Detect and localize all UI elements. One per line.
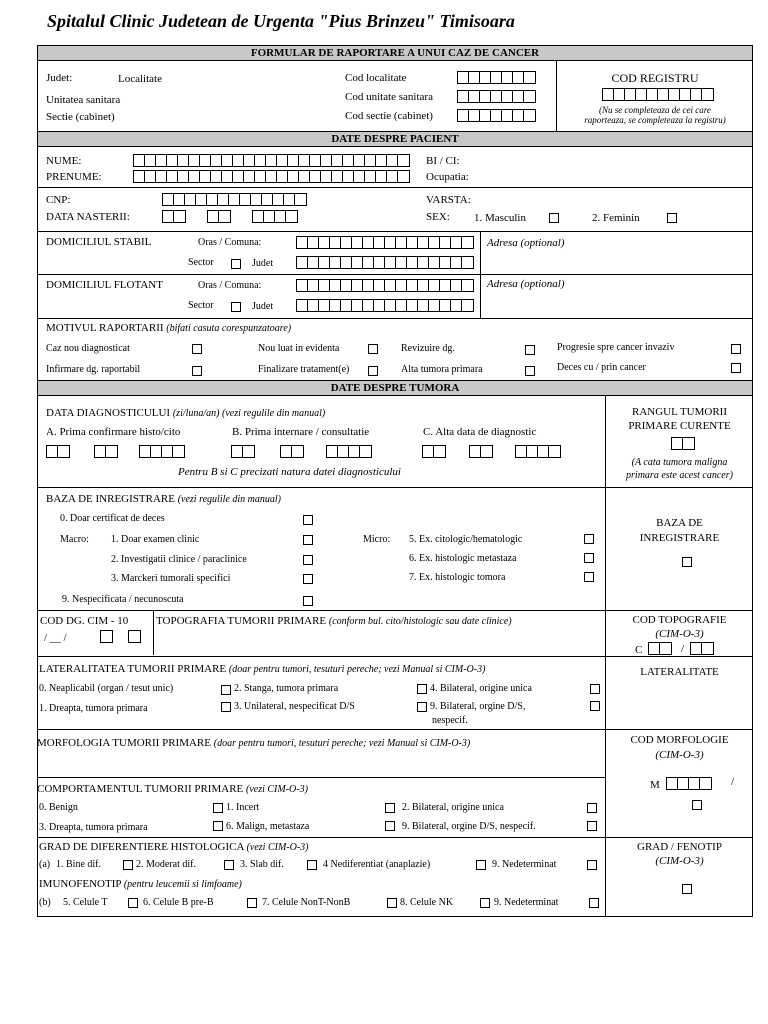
cod-unitate-boxes[interactable] [457, 90, 536, 103]
baza-opt-7: 7. Ex. histologic tomora [409, 572, 506, 583]
imuno-opt-6: 6. Celule B pre-B [143, 897, 214, 908]
motiv-revizuire-checkbox[interactable] [525, 345, 535, 355]
cod-topo-boxes-2[interactable] [690, 642, 714, 655]
baza-r-title-2: INREGISTRARE [639, 532, 720, 544]
grad-title: GRAD DE DIFERENTIERE HISTOLOGICA [39, 841, 244, 853]
grad-r-title: GRAD / FENOTIP [637, 841, 722, 853]
grad-opt-3: 3. Slab dif. [240, 859, 284, 870]
morfologia-title: MORFOLOGIA TUMORII PRIMARE [37, 737, 211, 749]
lat-opt-2-checkbox[interactable] [417, 684, 427, 694]
prenume-boxes[interactable] [133, 170, 410, 183]
unitatea-label: Unitatea sanitara [46, 94, 121, 106]
diag-c-year[interactable] [515, 445, 561, 458]
rangul-note-1: (A cata tumora maligna [631, 457, 728, 468]
birth-day-boxes[interactable] [162, 210, 186, 223]
cod-dg-label: COD DG. CIM - 10 [40, 615, 129, 627]
motiv-nou-luat: Nou luat in evidenta [258, 343, 340, 354]
cod-registru-note2: raporteaza, se completeaza la registru) [584, 115, 726, 125]
baza-opt-9: 9. Nespecificata / necunoscuta [62, 594, 184, 605]
ocupatia-label: Ocupatia: [426, 171, 469, 183]
lat-opt-4: 4. Bilateral, origine unica [430, 683, 532, 694]
comp-opt-1: 1. Incert [226, 802, 260, 813]
motiv-label [46, 322, 291, 335]
motiv-progresie: Progresie spre cancer invaziv [557, 342, 675, 353]
data-nasterii-label: DATA NASTERII: [46, 211, 130, 223]
imuno-note: (pentru leucemii si limfoame) [123, 879, 242, 890]
comp-opt-2: 2. Bilateral, origine unica [402, 802, 504, 813]
diag-b-month[interactable] [280, 445, 304, 458]
rangul-note-2: primara este acest cancer) [626, 470, 733, 481]
grad-r-checkbox[interactable] [682, 884, 692, 894]
comportament-note: (vezi CIM-O-3) [246, 784, 308, 795]
imuno-opt-5: 5. Celule T [63, 897, 108, 908]
diag-a-month[interactable] [94, 445, 118, 458]
topografia-title: TOPOGRAFIA TUMORII PRIMARE [156, 615, 327, 627]
imuno-opt-7-checkbox[interactable] [387, 898, 397, 908]
divider [37, 729, 753, 730]
baza-opt-3-checkbox[interactable] [303, 574, 313, 584]
nume-boxes[interactable] [133, 154, 410, 167]
topografia-label [156, 615, 512, 628]
morfologia-note: (doar pentru tumori, tesuturi pereche; vezi Manual si CIM-O-3) [213, 738, 471, 749]
sex-label: SEX: [426, 211, 450, 223]
lat-opt-2: 2. Stanga, tumora primara [234, 683, 339, 694]
grad-opt-3-checkbox[interactable] [307, 860, 317, 870]
lat-opt-3: 3. Unilateral, nespecificat D/S [234, 701, 355, 712]
baza-opt-2: 2. Investigatii clinice / paraclinice [111, 554, 247, 565]
rangul-boxes[interactable] [671, 437, 695, 450]
cod-morfo-checkbox[interactable] [692, 800, 702, 810]
grad-opt-4-checkbox[interactable] [476, 860, 486, 870]
birth-month-boxes[interactable] [207, 210, 231, 223]
comp-opt-0-checkbox[interactable] [213, 803, 223, 813]
section-patient-header: DATE DESPRE PACIENT [37, 131, 753, 147]
judet-label: Judet [252, 301, 274, 312]
motiv-finalizare: Finalizare tratament(e) [258, 364, 350, 375]
adresa-flotant-label: Adresa (optional) [487, 278, 565, 290]
motiv-infirmare: Infirmare dg. raportabil [46, 364, 141, 375]
dom-flotant-oras-boxes[interactable] [296, 279, 474, 292]
motiv-title: MOTIVUL RAPORTARII [46, 322, 164, 334]
comp-opt-2-checkbox[interactable] [587, 803, 597, 813]
imuno-opt-9-checkbox[interactable] [589, 898, 599, 908]
divider [37, 777, 605, 778]
section-form-header: FORMULAR DE RAPORTARE A UNUI CAZ DE CANCER [37, 45, 753, 61]
grad-opt-1-checkbox[interactable] [123, 860, 133, 870]
comp-opt-9: 9. Bilateral, orgine D/S, nespecif. [402, 821, 536, 832]
motiv-nou-luat-checkbox[interactable] [368, 344, 378, 354]
lateralitate-title: LATERALITATE [640, 666, 719, 678]
motiv-deces: Deces cu / prin cancer [557, 362, 646, 373]
bc-note: Pentru B si C precizati natura datei diagnosticului [178, 466, 401, 478]
oras-label: Oras / Comuna: [198, 237, 262, 248]
imuno-opt-8: 8. Celule NK [400, 897, 454, 908]
oras-label: Oras / Comuna: [198, 280, 262, 291]
cod-morfo-cim: (CIM-O-3) [655, 749, 704, 761]
dom-stabil-label: DOMICILIUL STABIL [46, 236, 152, 248]
lateralitatea-label [39, 663, 485, 676]
imuno-opt-5-checkbox[interactable] [128, 898, 138, 908]
divider [37, 318, 753, 319]
comp-opt-3-checkbox[interactable] [213, 821, 223, 831]
cod-dg-box-1[interactable] [100, 630, 113, 643]
diag-c-label: C. Alta data de diagnostic [423, 426, 537, 438]
dom-flotant-judet-boxes[interactable] [296, 299, 474, 312]
comp-opt-9-checkbox[interactable] [587, 821, 597, 831]
baza-r-checkbox[interactable] [682, 557, 692, 567]
imuno-label [39, 878, 242, 891]
cod-morfo-boxes[interactable] [666, 777, 712, 790]
diag-a-day[interactable] [46, 445, 70, 458]
cod-dg-box-2[interactable] [128, 630, 141, 643]
motiv-revizuire: Revizuire dg. [401, 343, 455, 354]
localitate-label: Localitate [118, 73, 162, 85]
cod-unitate-label: Cod unitate sanitara [345, 91, 433, 103]
varsta-label: VARSTA: [426, 194, 471, 206]
morfologia-label [37, 737, 470, 750]
diag-c-day[interactable] [422, 445, 446, 458]
grad-opt-4: 4 Nediferentiat (anaplazie) [323, 859, 431, 870]
cnp-boxes[interactable] [162, 193, 307, 206]
imuno-prefix: (b) [39, 897, 51, 908]
imuno-title: IMUNOFENOTIP [39, 878, 122, 890]
lat-opt-9-cont: nespecif. [432, 715, 468, 726]
data-diag-title: DATA DIAGNOSTICULUI [46, 407, 171, 419]
hospital-title: Spitalul Clinic Judetean de Urgenta "Pius Brinzeu" Timisoara [47, 11, 515, 31]
lateralitatea-note: (doar pentru tumori, tesuturi pereche; vezi Manual si CIM-O-3) [228, 664, 486, 675]
cod-localitate-boxes[interactable] [457, 71, 536, 84]
cod-topo-title: COD TOPOGRAFIE [632, 614, 727, 626]
motiv-progresie-checkbox[interactable] [731, 344, 741, 354]
dom-stabil-oras-boxes[interactable] [296, 236, 474, 249]
divider [37, 487, 753, 488]
sector-label: Sector [188, 257, 214, 268]
lat-opt-9: 9. Bilateral, orgine D/S, [430, 701, 526, 712]
grad-label [39, 841, 309, 854]
sector-checkbox[interactable] [231, 259, 241, 269]
cod-morfo-title: COD MORFOLOGIE [630, 734, 729, 746]
baza-opt-1-checkbox[interactable] [303, 535, 313, 545]
judet-label: Judet [252, 258, 274, 269]
divider [37, 187, 753, 188]
divider [37, 274, 753, 275]
divider [37, 837, 753, 838]
lat-opt-3-checkbox[interactable] [417, 702, 427, 712]
grad-opt-9-checkbox[interactable] [587, 860, 597, 870]
baza-opt-6-checkbox[interactable] [584, 553, 594, 563]
imuno-opt-9: 9. Nedeterminat [494, 897, 559, 908]
topografia-note: (conform bul. cito/histologic sau date clinice) [328, 616, 512, 627]
comportament-title: COMPORTAMENTUL TUMORII PRIMARE [37, 783, 244, 795]
lat-opt-0-checkbox[interactable] [221, 685, 231, 695]
motiv-caz-nou-checkbox[interactable] [192, 344, 202, 354]
dom-stabil-judet-boxes[interactable] [296, 256, 474, 269]
birth-year-boxes[interactable] [252, 210, 298, 223]
baza-note: (vezi regulile din manual) [177, 494, 281, 505]
grad-note: (vezi CIM-O-3) [246, 842, 309, 853]
comp-opt-3: 3. Dreapta, tumora primara [39, 822, 148, 833]
sector-checkbox[interactable] [231, 302, 241, 312]
baza-opt-2-checkbox[interactable] [303, 555, 313, 565]
divider [37, 231, 753, 232]
lat-opt-0: 0. Neaplicabil (organ / tesut unic) [39, 683, 174, 694]
motiv-alta-tumora-checkbox[interactable] [525, 366, 535, 376]
section-tumor-header: DATE DESPRE TUMORA [37, 380, 753, 396]
baza-label [46, 493, 281, 506]
lat-opt-9-checkbox[interactable] [590, 701, 600, 711]
micro-label: Micro: [363, 534, 391, 545]
lat-opt-1-checkbox[interactable] [221, 702, 231, 712]
bi-label: BI / CI: [426, 155, 460, 167]
baza-title: BAZA DE INREGISTRARE [46, 493, 175, 505]
prenume-label: PRENUME: [46, 171, 102, 183]
baza-opt-5-checkbox[interactable] [584, 534, 594, 544]
baza-opt-0-checkbox[interactable] [303, 515, 313, 525]
cnp-label: CNP: [46, 194, 71, 206]
motiv-note: (bifati casuta corespunzatoare) [166, 323, 292, 334]
baza-opt-3: 3. Marckeri tumorali specifici [111, 573, 231, 584]
baza-opt-0: 0. Doar certificat de deces [60, 513, 165, 524]
grad-prefix: (a) [39, 859, 51, 870]
divider [153, 610, 154, 655]
baza-r-title-1: BAZA DE [656, 517, 703, 529]
motiv-infirmare-checkbox[interactable] [192, 366, 202, 376]
diag-a-year[interactable] [139, 445, 185, 458]
grad-opt-9: 9. Nedeterminat [492, 859, 557, 870]
cod-dg-format: / __ / [44, 632, 67, 644]
divider [37, 656, 753, 657]
feminin-label: 2. Feminin [592, 212, 640, 224]
cod-topo-cim: (CIM-O-3) [655, 628, 704, 640]
diag-c-month[interactable] [469, 445, 493, 458]
data-diag-note: (zi/luna/an) (vezi regulile din manual) [172, 408, 326, 419]
sector-label: Sector [188, 300, 214, 311]
comp-opt-6-checkbox[interactable] [385, 821, 395, 831]
baza-opt-1: 1. Doar examen clinic [111, 534, 200, 545]
comp-opt-1-checkbox[interactable] [385, 803, 395, 813]
dom-flotant-label: DOMICILIUL FLOTANT [46, 279, 163, 291]
lat-opt-1: 1. Dreapta, tumora primara [39, 703, 148, 714]
rangul-title-1: RANGUL TUMORII [631, 406, 728, 418]
imuno-opt-8-checkbox[interactable] [480, 898, 490, 908]
cod-topo-c-label: C [635, 644, 643, 656]
imuno-opt-6-checkbox[interactable] [247, 898, 257, 908]
diag-b-year[interactable] [326, 445, 372, 458]
motiv-deces-checkbox[interactable] [731, 363, 741, 373]
cod-registru-boxes [602, 88, 714, 101]
cod-morfo-m-label: M [650, 779, 660, 791]
adresa-stabil-label: Adresa (optional) [487, 237, 565, 249]
baza-opt-6: 6. Ex. histologic metastaza [409, 553, 517, 564]
feminin-checkbox[interactable] [667, 213, 677, 223]
baza-opt-5: 5. Ex. citologic/hematologic [409, 534, 523, 545]
macro-label: Macro: [60, 534, 89, 545]
judet-label: Judet: [46, 72, 73, 84]
comp-opt-0: 0. Benign [39, 802, 78, 813]
motiv-caz-nou: Caz nou diagnosticat [46, 343, 130, 354]
lateralitatea-title: LATERALITATEA TUMORII PRIMARE [39, 663, 227, 675]
grad-r-cim: (CIM-O-3) [655, 855, 704, 867]
cod-sectie-boxes[interactable] [457, 109, 536, 122]
grad-opt-2: 2. Moderat dif. [136, 859, 196, 870]
masculin-label: 1. Masculin [474, 212, 526, 224]
grad-opt-2-checkbox[interactable] [224, 860, 234, 870]
diag-b-day[interactable] [231, 445, 255, 458]
lat-opt-4-checkbox[interactable] [590, 684, 600, 694]
cod-sectie-label: Cod sectie (cabinet) [345, 110, 433, 122]
imuno-opt-7: 7. Celule NonT-NonB [262, 897, 351, 908]
cod-registru-label: COD REGISTRU [611, 71, 699, 85]
cod-topo-slash: / [681, 643, 685, 655]
baza-opt-7-checkbox[interactable] [584, 572, 594, 582]
comp-opt-6: 6. Malign, metastaza [226, 821, 310, 832]
masculin-checkbox[interactable] [549, 213, 559, 223]
comportament-label [37, 783, 308, 796]
baza-opt-9-checkbox[interactable] [303, 596, 313, 606]
nume-label: NUME: [46, 155, 82, 167]
diag-b-label: B. Prima internare / consultatie [232, 426, 370, 438]
rangul-title-2: PRIMARE CURENTE [628, 420, 731, 432]
cod-topo-boxes-1[interactable] [648, 642, 672, 655]
motiv-alta-tumora: Alta tumora primara [401, 364, 483, 375]
diag-a-label: A. Prima confirmare histo/cito [46, 426, 181, 438]
cod-registru-note1: (Nu se completeaza de cei care [599, 105, 711, 115]
data-diag-label [46, 407, 325, 420]
grad-opt-1: 1. Bine dif. [56, 859, 101, 870]
cod-morfo-slash: / [731, 776, 735, 788]
motiv-finalizare-checkbox[interactable] [368, 366, 378, 376]
divider [37, 610, 753, 611]
sectie-label: Sectie (cabinet) [46, 111, 115, 123]
cod-localitate-label: Cod localitate [345, 72, 407, 84]
